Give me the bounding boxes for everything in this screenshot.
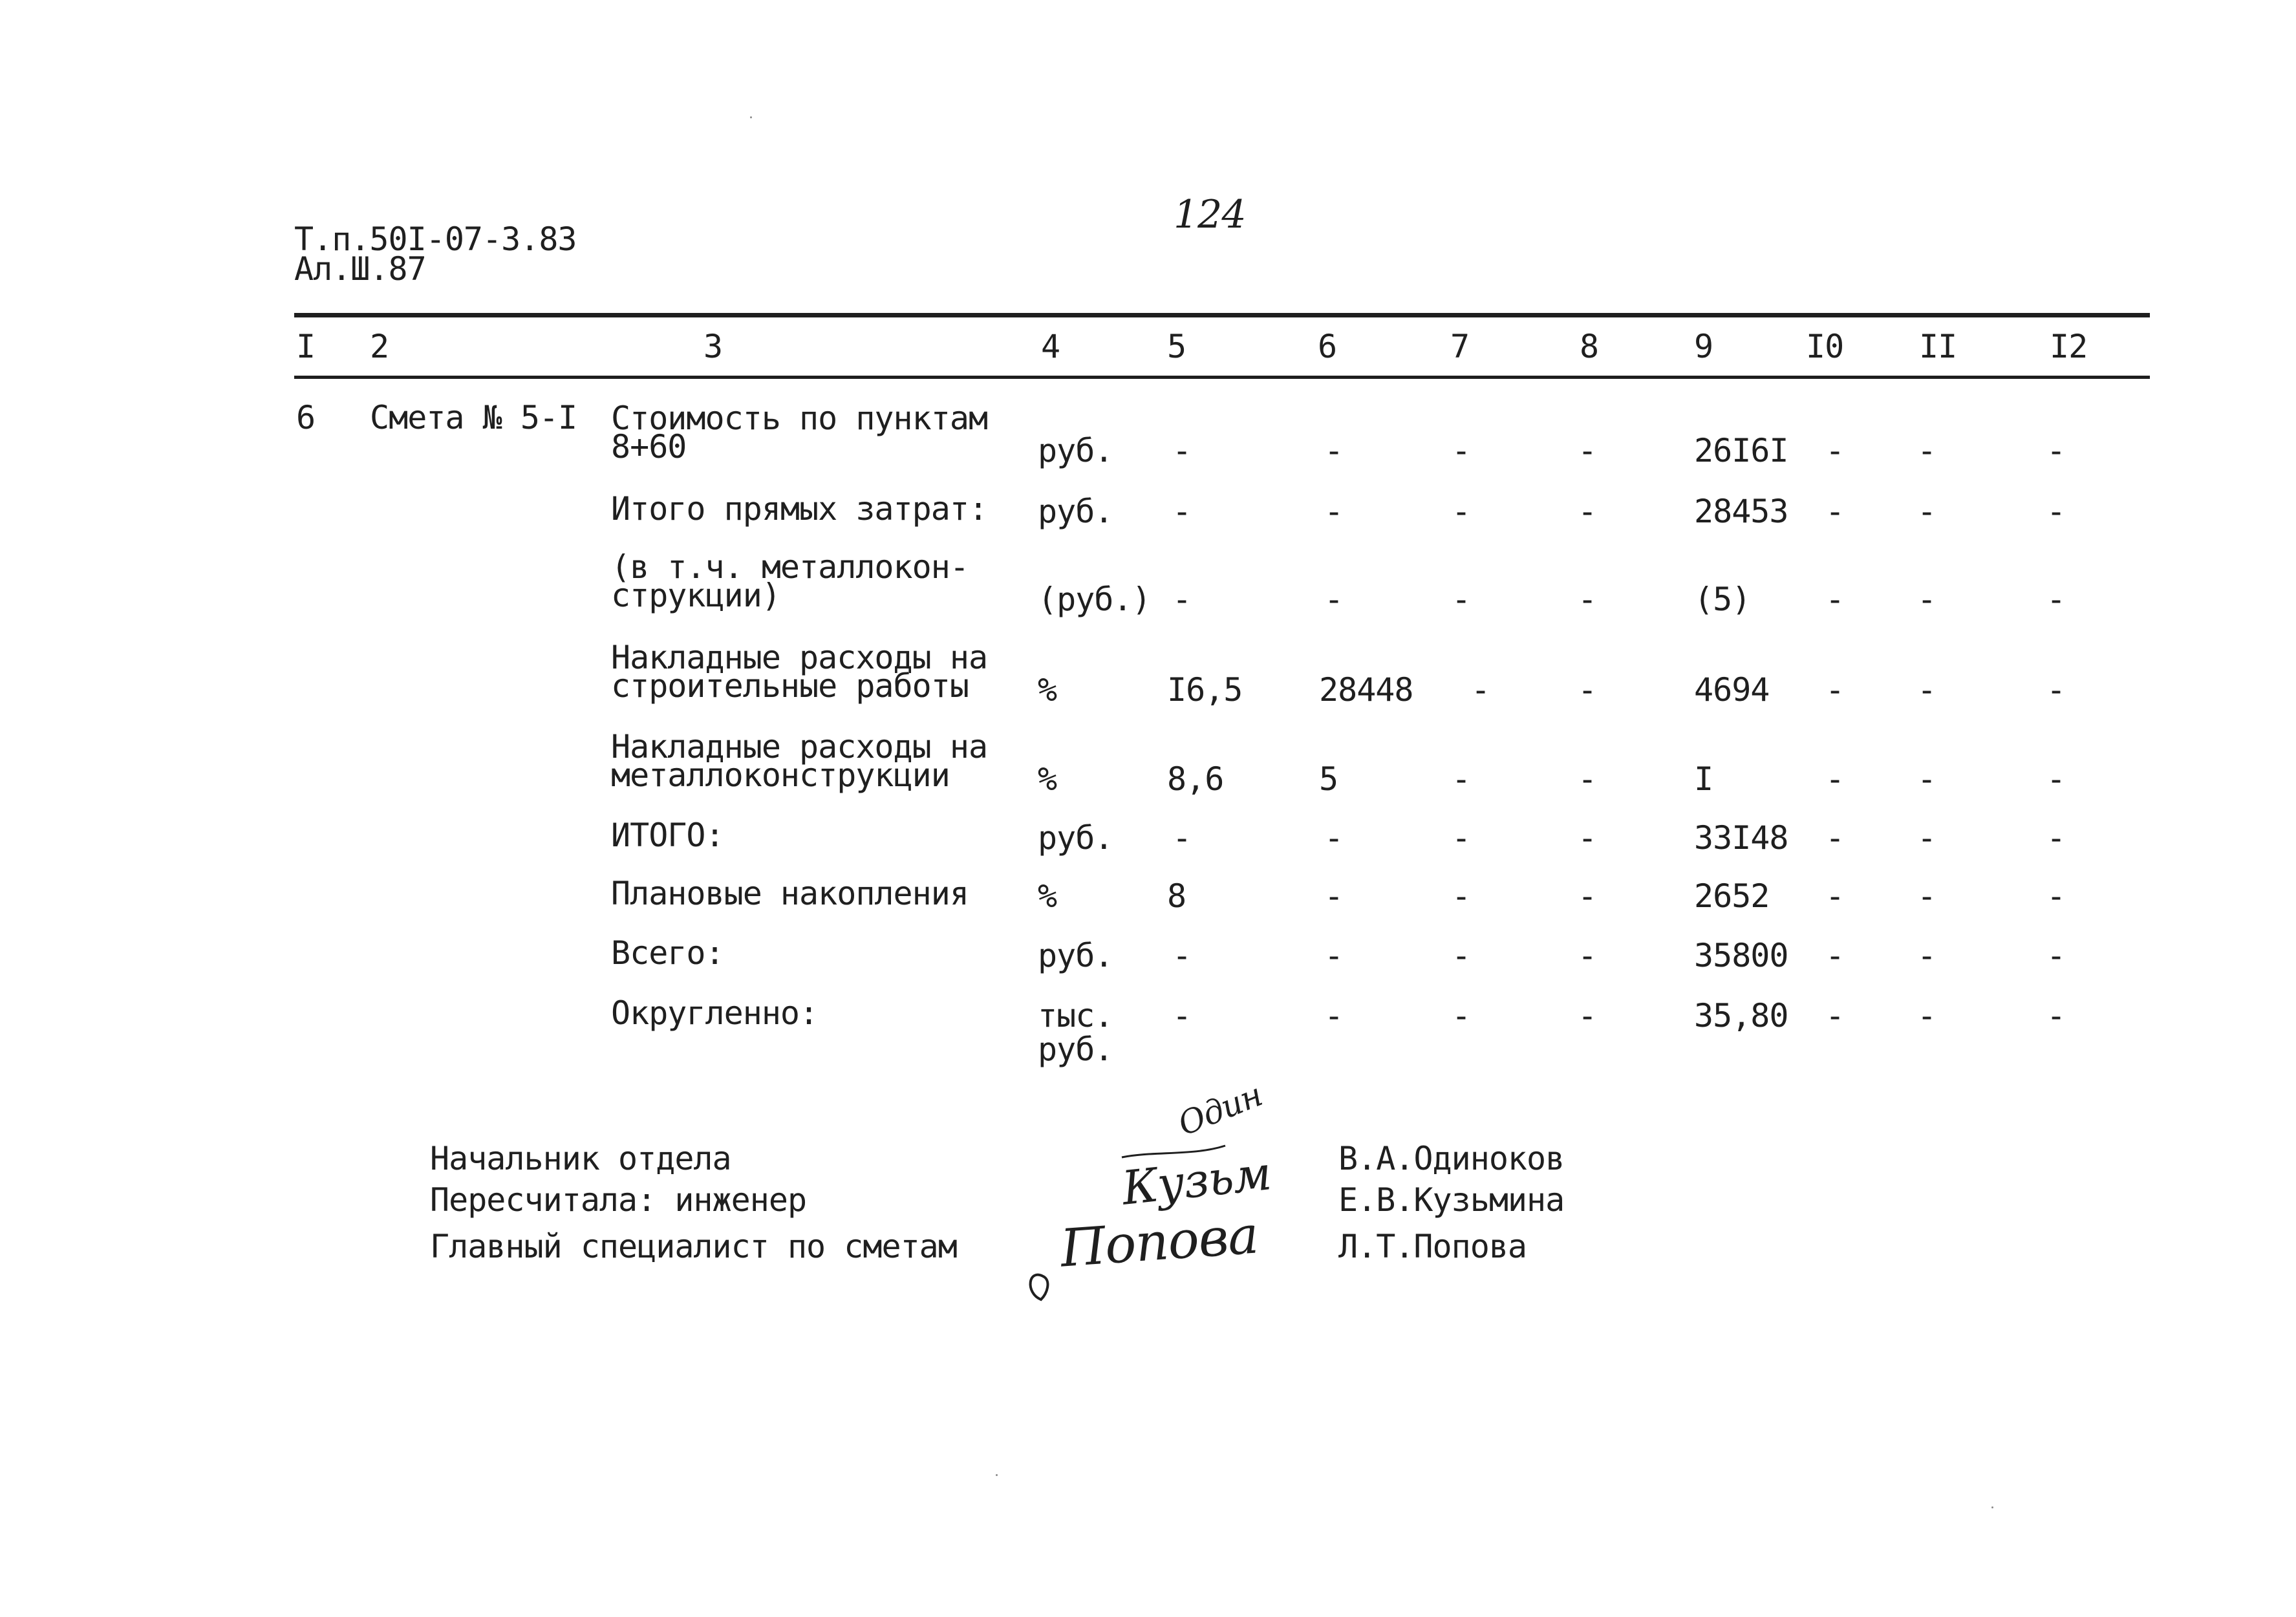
signature-name: Е.В.Кузьмина — [1338, 1181, 1565, 1219]
cell-value: 8,6 — [1167, 760, 1224, 798]
empty-cell-dash: - — [1917, 671, 1937, 709]
signature-underline — [1115, 1138, 1232, 1164]
cell-value: (5) — [1694, 581, 1751, 618]
column-header: 7 — [1450, 328, 1470, 365]
column-header: 8 — [1580, 328, 1599, 365]
signature-flourish — [1022, 1254, 1073, 1306]
table-top-rule — [294, 313, 2150, 317]
empty-cell-dash: - — [1578, 581, 1597, 618]
row-unit: (руб.) — [1038, 581, 1151, 618]
album-number: Ал.Ш.87 — [294, 250, 426, 288]
column-header: I2 — [2050, 328, 2088, 365]
column-header: I0 — [1806, 328, 1844, 365]
cell-value: 26I6I — [1694, 432, 1788, 469]
empty-cell-dash: - — [1578, 493, 1597, 530]
empty-cell-dash: - — [1471, 671, 1490, 709]
empty-cell-dash: - — [1172, 937, 1192, 974]
row-unit: руб. — [1038, 432, 1113, 469]
empty-cell-dash: - — [1452, 997, 1471, 1034]
empty-cell-dash: - — [1324, 877, 1344, 915]
empty-cell-dash: - — [2046, 997, 2066, 1034]
empty-cell-dash: - — [1452, 877, 1471, 915]
empty-cell-dash: - — [2046, 937, 2066, 974]
empty-cell-dash: - — [1917, 877, 1937, 915]
handwritten-signature: Попова — [1058, 1205, 1260, 1279]
row-unit: % — [1038, 671, 1057, 709]
empty-cell-dash: - — [2046, 671, 2066, 709]
empty-cell-dash: - — [1917, 997, 1937, 1034]
empty-cell-dash: - — [1825, 937, 1845, 974]
cell-value: 4694 — [1694, 671, 1770, 709]
handwritten-signature: Кузьм — [1119, 1146, 1274, 1215]
row-unit: тыс. руб. — [1038, 997, 1113, 1068]
empty-cell-dash: - — [1324, 493, 1344, 530]
column-header: 2 — [370, 328, 389, 365]
row-description: Округленно: — [611, 994, 819, 1032]
signature-role: Начальник отдела — [430, 1140, 731, 1177]
row-description: Накладные расходы на металлоконструкции — [611, 728, 988, 794]
empty-cell-dash: - — [1324, 819, 1344, 857]
cell-value: 33I48 — [1694, 819, 1788, 857]
empty-cell-dash: - — [1917, 493, 1937, 530]
table-header-rule — [294, 376, 2150, 379]
cell-value: I6,5 — [1167, 671, 1243, 709]
empty-cell-dash: - — [1324, 997, 1344, 1034]
empty-cell-dash: - — [1452, 937, 1471, 974]
empty-cell-dash: - — [1324, 432, 1344, 469]
empty-cell-dash: - — [1825, 997, 1845, 1034]
row-description: ИТОГО: — [611, 817, 724, 854]
empty-cell-dash: - — [1452, 581, 1471, 618]
empty-cell-dash: - — [1452, 819, 1471, 857]
empty-cell-dash: - — [1172, 581, 1192, 618]
empty-cell-dash: - — [1324, 581, 1344, 618]
empty-cell-dash: - — [1172, 432, 1192, 469]
row-unit: руб. — [1038, 493, 1113, 530]
empty-cell-dash: - — [2046, 819, 2066, 857]
signature-name: Л.Т.Попова — [1338, 1228, 1527, 1265]
empty-cell-dash: - — [1825, 581, 1845, 618]
cell-value: 28448 — [1319, 671, 1413, 709]
cell-value: 2652 — [1694, 877, 1770, 915]
empty-cell-dash: - — [1578, 671, 1597, 709]
page-number: 124 — [1174, 192, 1246, 237]
cell-value: 5 — [1319, 760, 1338, 798]
empty-cell-dash: - — [1825, 819, 1845, 857]
row-description: Всего: — [611, 934, 724, 972]
document-code: Т.п.50I-07-3.83 — [294, 220, 577, 258]
row-unit: % — [1038, 877, 1057, 915]
column-header: 6 — [1318, 328, 1337, 365]
empty-cell-dash: - — [1917, 937, 1937, 974]
empty-cell-dash: - — [1917, 581, 1937, 618]
empty-cell-dash: - — [1578, 997, 1597, 1034]
row-unit: руб. — [1038, 937, 1113, 974]
row-description: Итого прямых затрат: — [611, 490, 988, 528]
row-description: Плановые накопления — [611, 875, 969, 912]
row-unit: руб. — [1038, 819, 1113, 857]
empty-cell-dash: - — [1825, 760, 1845, 798]
scan-speck — [750, 116, 752, 118]
empty-cell-dash: - — [1324, 937, 1344, 974]
empty-cell-dash: - — [1578, 819, 1597, 857]
empty-cell-dash: - — [1578, 760, 1597, 798]
empty-cell-dash: - — [2046, 493, 2066, 530]
column-header: 9 — [1694, 328, 1713, 365]
handwritten-signature: Один — [1173, 1076, 1267, 1143]
empty-cell-dash: - — [1452, 493, 1471, 530]
column-header: I — [296, 328, 316, 365]
empty-cell-dash: - — [1452, 760, 1471, 798]
empty-cell-dash: - — [1172, 997, 1192, 1034]
row-description: (в т.ч. металлокон- струкции) — [611, 548, 969, 614]
scan-speck — [1991, 1506, 1993, 1508]
row-unit: % — [1038, 760, 1057, 798]
empty-cell-dash: - — [1578, 432, 1597, 469]
cell-value: 35800 — [1694, 937, 1788, 974]
cell-value: 35,80 — [1694, 997, 1788, 1034]
row-description: Накладные расходы на строительные работы — [611, 639, 988, 705]
column-header: 5 — [1167, 328, 1186, 365]
column-header: 4 — [1041, 328, 1060, 365]
empty-cell-dash: - — [2046, 581, 2066, 618]
column-header: 3 — [703, 328, 723, 365]
empty-cell-dash: - — [1825, 493, 1845, 530]
signature-role: Пересчитала: инженер — [430, 1181, 807, 1219]
empty-cell-dash: - — [1172, 493, 1192, 530]
empty-cell-dash: - — [2046, 432, 2066, 469]
signature-name: В.А.Одиноков — [1338, 1140, 1565, 1177]
empty-cell-dash: - — [1172, 819, 1192, 857]
empty-cell-dash: - — [2046, 760, 2066, 798]
row-description: Стоимость по пунктам 8+60 — [611, 400, 988, 466]
row-number: 6 — [296, 399, 316, 436]
empty-cell-dash: - — [1917, 432, 1937, 469]
cell-value: I — [1694, 760, 1713, 798]
empty-cell-dash: - — [1825, 877, 1845, 915]
empty-cell-dash: - — [1825, 671, 1845, 709]
empty-cell-dash: - — [1825, 432, 1845, 469]
scan-speck — [996, 1474, 998, 1476]
empty-cell-dash: - — [1578, 937, 1597, 974]
column-header: II — [1919, 328, 1957, 365]
empty-cell-dash: - — [2046, 877, 2066, 915]
empty-cell-dash: - — [1578, 877, 1597, 915]
estimate-label: Смета № 5-I — [370, 399, 577, 436]
empty-cell-dash: - — [1452, 432, 1471, 469]
cell-value: 28453 — [1694, 493, 1788, 530]
signature-role: Главный специалист по сметам — [430, 1228, 957, 1265]
empty-cell-dash: - — [1917, 819, 1937, 857]
empty-cell-dash: - — [1917, 760, 1937, 798]
cell-value: 8 — [1167, 877, 1186, 915]
